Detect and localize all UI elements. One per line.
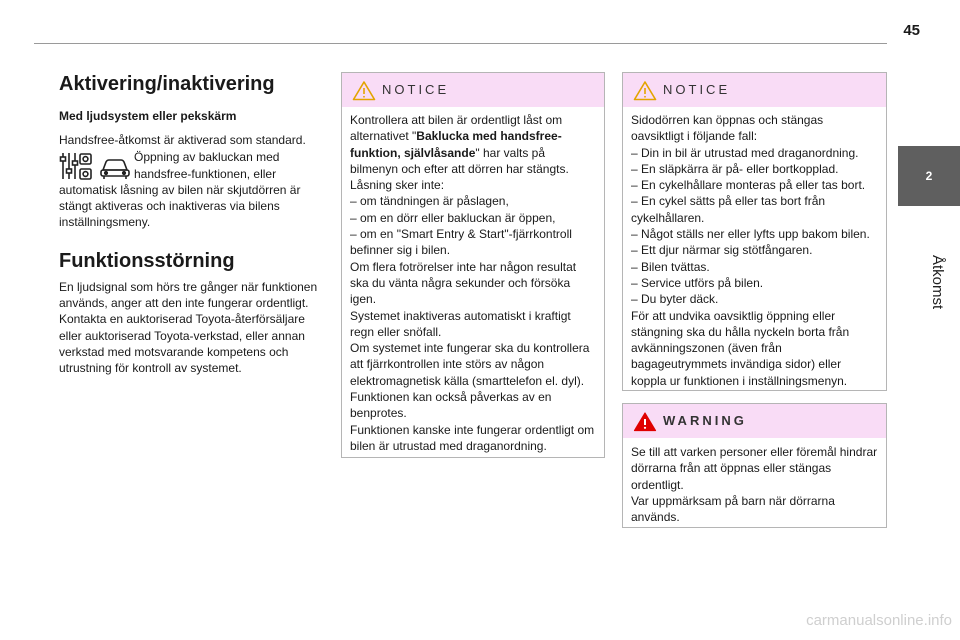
- notice2-line: – En släpkärra är på- eller bortkopplad.: [631, 161, 839, 176]
- notice1-line: – om tändningen är påslagen,: [350, 194, 509, 209]
- warning-icon: [633, 411, 657, 432]
- notice1-line: Funktionen kanske inte fungerar ordentligt om bilen är utrustad med draganordning.: [350, 422, 595, 453]
- car-icon: [101, 160, 129, 179]
- notice2-line: – Din in bil är utrustad med draganordning.: [631, 145, 859, 160]
- notice2-line: – Ett djur närmar sig stötfångaren.: [631, 243, 813, 258]
- icon-paragraph: [59, 149, 325, 230]
- warning-line: Var uppmärksam på barn när dörrarna används.: [631, 493, 835, 525]
- notice-header-2: [623, 73, 886, 107]
- section-title: Aktivering/inaktivering: [59, 73, 275, 95]
- notice-icon: [633, 80, 657, 101]
- notice2-line: – Bilen tvättas.: [631, 259, 710, 274]
- notice2-line: – En cykel sätts på eller tas bort från cykelhållaren.: [631, 194, 826, 225]
- notice-title-1: NOTICE: [382, 82, 450, 97]
- settings-car-icons: [59, 150, 131, 182]
- fault-text: En ljudsignal som hörs tre gånger när funktionen används, anger att den inte fungerar ordentligt. Kontakta en auktoriserad Toyota-återförsäljare eller auktoriserad Toyota-verkstad, eller annan verkstad med motsvarande kompetens och utrustning för kontroll av systemet.: [59, 279, 318, 376]
- notice-intro-a: Kontrollera att bilen är ordentligt låst om alternativet ": [350, 113, 563, 144]
- notice1-line: – om en dörr eller bakluckan är öppen,: [350, 210, 556, 225]
- notice-intro-bold: Baklucka med handsfree-funktion, självlåsande: [350, 129, 562, 160]
- fault-title: Funktionsstörning: [59, 249, 235, 272]
- icon-text-line-1: Öppning av bakluckan med: [134, 150, 280, 165]
- notice2-line: – Du byter däck.: [631, 292, 719, 307]
- chapter-tab[interactable]: 2: [898, 146, 960, 206]
- warning-line: Se till att varken personer eller föremål hindrar dörrarna från att öppnas eller stängas ordentligt.: [631, 445, 878, 492]
- notice-box-2: [622, 72, 887, 391]
- notice2-line: – Service utförs på bilen.: [631, 275, 764, 290]
- standard-text: Handsfree-åtkomst är aktiverad som standard.: [59, 133, 306, 147]
- notice1-line: Om flera fotrörelser inte har någon resultat ska du vänta några sekunder och försöka igen.: [350, 259, 577, 307]
- main-column: [59, 70, 325, 377]
- notice-intro: [350, 112, 596, 177]
- warning-header: [623, 404, 886, 438]
- notice1-line: Funktionen kan också påverkas av en benprotes.: [350, 390, 552, 421]
- notice2-line: Sidodörren kan öppnas och stängas oavsiktligt i följande fall:: [631, 113, 824, 144]
- settings-sliders-icon: [61, 153, 92, 179]
- notice1-line: Om systemet inte fungerar ska du kontrollera att fjärrkontrollen inte störs av någon elektromagnetisk källa (smarttelefon el. dyl).: [350, 341, 590, 388]
- notice-box-1: [341, 72, 605, 458]
- notice1-line: – om en "Smart Entry & Start"-fjärrkontroll befinner sig i bilen.: [350, 227, 572, 258]
- notice-body-1: [342, 107, 604, 454]
- notice2-line: För att undvika oavsiktlig öppning eller stängning ska du hålla nyckeln borta från avkänningszonen (även från bagageutrymmets invändiga sidor) eller koppla ur funktionen i inställningsmenyn.: [631, 308, 850, 388]
- warning-box: [622, 403, 887, 528]
- notice-header-1: [342, 73, 604, 107]
- notice1-line: Systemet inaktiveras automatiskt i kraftigt regn eller snöfall.: [350, 308, 571, 339]
- icon-text-continued: automatisk låsning av bilen när skjutdörren är stängt aktiveras och inaktiveras via bilens inställningsmeny.: [59, 182, 301, 230]
- notice-body-2: [623, 107, 886, 389]
- notice-intro-b: " har valts på bilmenyn och efter att dörren har stängts.: [350, 145, 569, 176]
- warning-body: [623, 438, 886, 525]
- page-number: 45: [903, 22, 920, 39]
- chapter-label: Åtkomst: [929, 255, 946, 310]
- subheading: Med ljudsystem eller pekskärm: [59, 109, 237, 123]
- notice1-line: Låsning sker inte:: [350, 178, 445, 193]
- notice-title-2: NOTICE: [663, 82, 731, 97]
- notice2-line: – En cykelhållare monteras på eller tas bort.: [631, 178, 866, 193]
- notice-icon: [352, 80, 376, 101]
- header-rule: [34, 43, 887, 44]
- icon-text-line-2: handsfree-funktionen, eller: [134, 166, 277, 181]
- notice2-line: – Något ställs ner eller lyfts upp bakom bilen.: [631, 227, 870, 242]
- watermark-logo: carmanualsonline.info: [806, 612, 952, 629]
- warning-title: WARNING: [663, 413, 747, 428]
